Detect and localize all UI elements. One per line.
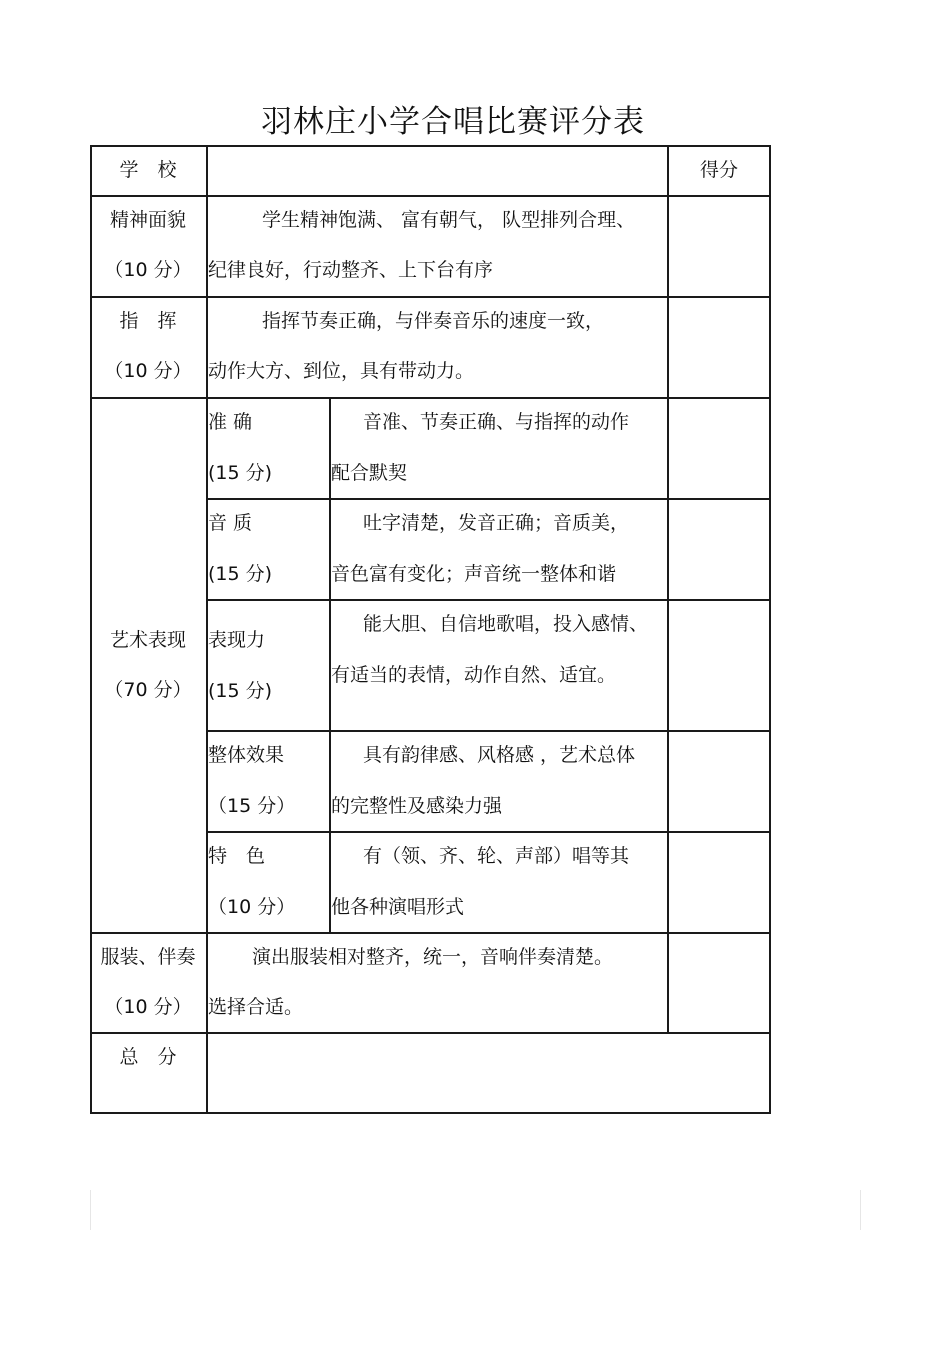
conductor-criteria-line2: 动作大方、到位，具有带动力。 bbox=[208, 360, 475, 382]
expression-criteria-line2: 有适当的表情，动作自然、适宜。 bbox=[331, 664, 617, 686]
overall-points: （15 分） bbox=[208, 795, 296, 817]
overall-criteria-line1: 具有韵律感、风格感 ，艺术总体 bbox=[363, 744, 636, 766]
page-edge-mark bbox=[860, 1190, 861, 1230]
conductor-points: （10 分） bbox=[104, 360, 192, 382]
page-edge-mark bbox=[90, 1190, 91, 1230]
total-label: 总 分 bbox=[119, 1046, 177, 1068]
costume-points: （10 分） bbox=[104, 996, 192, 1018]
score-table bbox=[90, 145, 771, 1114]
accuracy-criteria-line1: 音准、节奏正确、与指挥的动作 bbox=[363, 411, 630, 433]
accuracy-points: (15 分) bbox=[208, 462, 273, 484]
tone-criteria-line2: 音色富有变化；声音统一整体和谐 bbox=[331, 563, 617, 585]
expression-criteria-line1: 能大胆、自信地歌唱，投入感情、 bbox=[363, 613, 649, 635]
spirit-name: 精神面貌 bbox=[109, 209, 186, 231]
conductor-criteria-line1: 指挥节奏正确，与伴奏音乐的速度一致， bbox=[262, 310, 605, 332]
expression-name: 表现力 bbox=[208, 629, 266, 651]
spirit-points: （10 分） bbox=[104, 259, 192, 281]
accuracy-name: 准 确 bbox=[208, 411, 253, 433]
feature-points: （10 分） bbox=[208, 896, 296, 918]
table-border bbox=[90, 1112, 771, 1114]
column-divider bbox=[667, 145, 669, 1032]
spirit-criteria-line1: 学生精神饱满、 富有朝气， 队型排列合理、 bbox=[262, 209, 636, 231]
page-title: 羽林庄小学合唱比赛评分表 bbox=[261, 104, 645, 140]
school-label: 学 校 bbox=[119, 159, 177, 181]
tone-name: 音 质 bbox=[208, 512, 253, 534]
costume-criteria-line2: 选择合适。 bbox=[208, 996, 304, 1018]
tone-points: (15 分) bbox=[208, 563, 273, 585]
feature-criteria-line2: 他各种演唱形式 bbox=[331, 896, 465, 918]
score-label: 得分 bbox=[699, 159, 738, 181]
conductor-name: 指 挥 bbox=[119, 310, 177, 332]
costume-criteria-line1: 演出服装相对整齐，统一，音响伴奏清楚。 bbox=[252, 946, 614, 968]
overall-name: 整体效果 bbox=[208, 744, 285, 766]
expression-points: (15 分) bbox=[208, 680, 273, 702]
accuracy-criteria-line2: 配合默契 bbox=[331, 462, 408, 484]
costume-name: 服装、伴奏 bbox=[100, 946, 196, 968]
tone-criteria-line1: 吐字清楚，发音正确；音质美， bbox=[363, 512, 630, 534]
art-name: 艺术表现 bbox=[109, 629, 186, 651]
art-points: （70 分） bbox=[104, 679, 192, 701]
feature-name: 特 色 bbox=[208, 845, 266, 867]
feature-criteria-line1: 有（领、齐、轮、声部）唱等其 bbox=[363, 845, 630, 867]
spirit-criteria-line2: 纪律良好，行动整齐、上下台有序 bbox=[208, 259, 494, 281]
overall-criteria-line2: 的完整性及感染力强 bbox=[331, 795, 503, 817]
table-border bbox=[769, 145, 771, 1114]
